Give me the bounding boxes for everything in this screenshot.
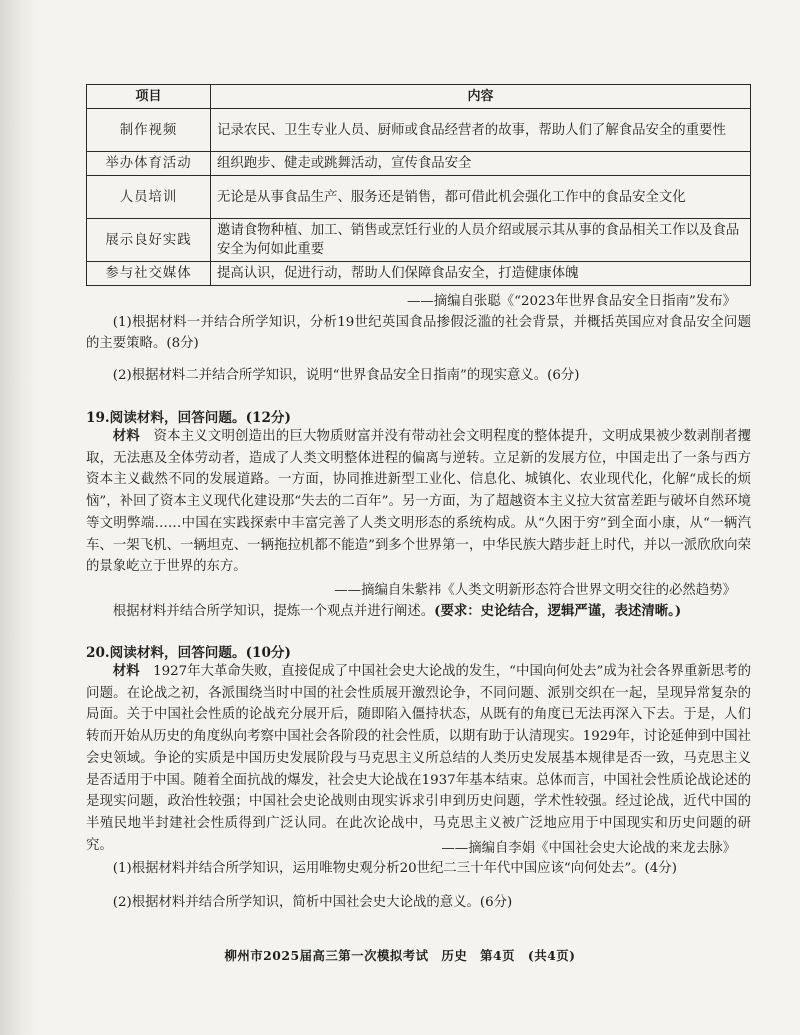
q19-question: 根据材料并结合所学知识，提炼一个观点并进行阐述。(要求：史论结合，逻辑严谨，表述清晰。) bbox=[112, 603, 682, 619]
table-row bbox=[87, 109, 751, 152]
q20-material bbox=[86, 661, 751, 856]
table-row bbox=[87, 262, 751, 286]
q19-source: ——摘编自朱紫祎《人类文明新形态符合世界文明交往的必然趋势》 bbox=[334, 583, 736, 598]
table-cell-content: 记录农民、卫生专业人员、厨师或食品经营者的故事，帮助人们了解食品安全的重要性 bbox=[211, 109, 751, 152]
q19-requirement: (要求：史论结合，逻辑严谨，表述清晰。) bbox=[434, 603, 682, 619]
table-cell-content: 邀请食物种植、加工、销售或烹饪行业的人员介绍或展示其从事的食品相关工作以及食品安全为何如此重要 bbox=[211, 219, 751, 262]
table-row bbox=[87, 152, 751, 176]
q18-part1: (1)根据材料一并结合所学知识，分析19世纪英国食品掺假泛滥的社会背景，并概括英国应对食品安全问题的主要策略。(8分) bbox=[86, 315, 751, 351]
q20-part1: (1)根据材料并结合所学知识，运用唯物史观分析20世纪二三十年代中国应该“向何处去”。(4分) bbox=[112, 861, 677, 876]
table-header-content: 内容 bbox=[211, 85, 751, 109]
scan-shadow bbox=[0, 0, 38, 1035]
table-header-item: 项目 bbox=[87, 85, 211, 109]
table-cell-item: 制作视频 bbox=[87, 109, 211, 152]
table-cell-item: 参与社交媒体 bbox=[87, 262, 211, 286]
table-cell-content: 提高认识，促进行动，帮助人们保障食品安全，打造健康体魄 bbox=[211, 262, 751, 286]
q19-heading: 19.阅读材料，回答问题。(12分) bbox=[86, 410, 291, 426]
table-row bbox=[87, 219, 751, 262]
q20-material-label: 材料 bbox=[112, 663, 140, 679]
q20-part2: (2)根据材料并结合所学知识，简析中国社会史大论战的意义。(6分) bbox=[112, 895, 513, 910]
table-cell-content: 无论是从事食品生产、服务还是销售，都可借此机会强化工作中的食品安全文化 bbox=[211, 176, 751, 219]
q19-material bbox=[86, 426, 751, 578]
table-source: ——摘编自张聪《“2023年世界食品安全日指南”发布》 bbox=[407, 294, 736, 309]
table-cell-item: 举办体育活动 bbox=[87, 152, 211, 176]
table-cell-item: 展示良好实践 bbox=[87, 219, 211, 262]
q20-source: ——摘编自李娟《中国社会史大论战的来龙去脉》 bbox=[441, 841, 736, 856]
q19-material-label: 材料 bbox=[112, 428, 140, 444]
q18-part2: (2)根据材料二并结合所学知识，说明“世界食品安全日指南”的现实意义。(6分) bbox=[112, 368, 580, 383]
table-cell-item: 人员培训 bbox=[87, 176, 211, 219]
activity-table bbox=[86, 84, 751, 286]
table-cell-content: 组织跑步、健走或跳舞活动，宣传食品安全 bbox=[211, 152, 751, 176]
q20-heading: 20.阅读材料，回答问题。(10分) bbox=[86, 645, 291, 661]
table-row bbox=[87, 176, 751, 219]
q19-material-text: 资本主义文明创造出的巨大物质财富并没有带动社会文明程度的整体提升，文明成果被少数剥削者攫取，无法惠及全体劳动者，造成了人类文明整体进程的偏离与逆转。立足新的发展方位，中国走出了一条与西方资本主义截然不同的发展道路。一方面，协同推进新型工业化、信息化、城镇化、农业现代化，化解“成长的烦恼”，补回了资本主义现代化建设那“失去的二百年”。另一方面，为了超越资本主义拉大贫富差距与破坏自然环境等文明弊端……中国在实践探索中丰富完善了人类文明形态的系统构成。从“久困于穷”到全面小康，从“一辆汽车、一架飞机、一辆坦克、一辆拖拉机都不能造”到多个世界第一，中华民族大踏步赶上时代，并以一派欣欣向荣的景象屹立于世界的东方。 bbox=[86, 429, 752, 575]
q20-material-text: 1927年大革命失败，直接促成了中国社会史大论战的发生，“中国向何处去”成为社会各界重新思考的问题。在论战之初，各派围绕当时中国的社会性质展开激烈论争，不同问题、派别交织在一起，呈现异常复杂的局面。关于中国社会性质的论战充分展开后，随即陷入僵持状态，从既有的角度已无法再深入下去。于是，人们转而开始从历史的角度纵向考察中国社会各阶段的社会性质，以期有助于认清现实。1929年，讨论延伸到中国社会史领域。争论的实质是中国历史发展阶段与马克思主义所总结的人类历史发展基本规律是否一致，马克思主义是否适用于中国。随着全面抗战的爆发，社会史大论战在1937年基本结束。总体而言，中国社会性质论战论述的是现实问题，政治性较强；中国社会史论战则由现实诉求引申到历史问题，学术性较强。经过论战，近代中国的半殖民地半封建社会性质得到广泛认同。在此次论战中，马克思主义被广泛地应用于中国现实和历史问题的研究。 bbox=[86, 664, 751, 853]
page-footer: 柳州市2025届高三第一次模拟考试 历史 第4页 (共4页) bbox=[224, 948, 576, 963]
